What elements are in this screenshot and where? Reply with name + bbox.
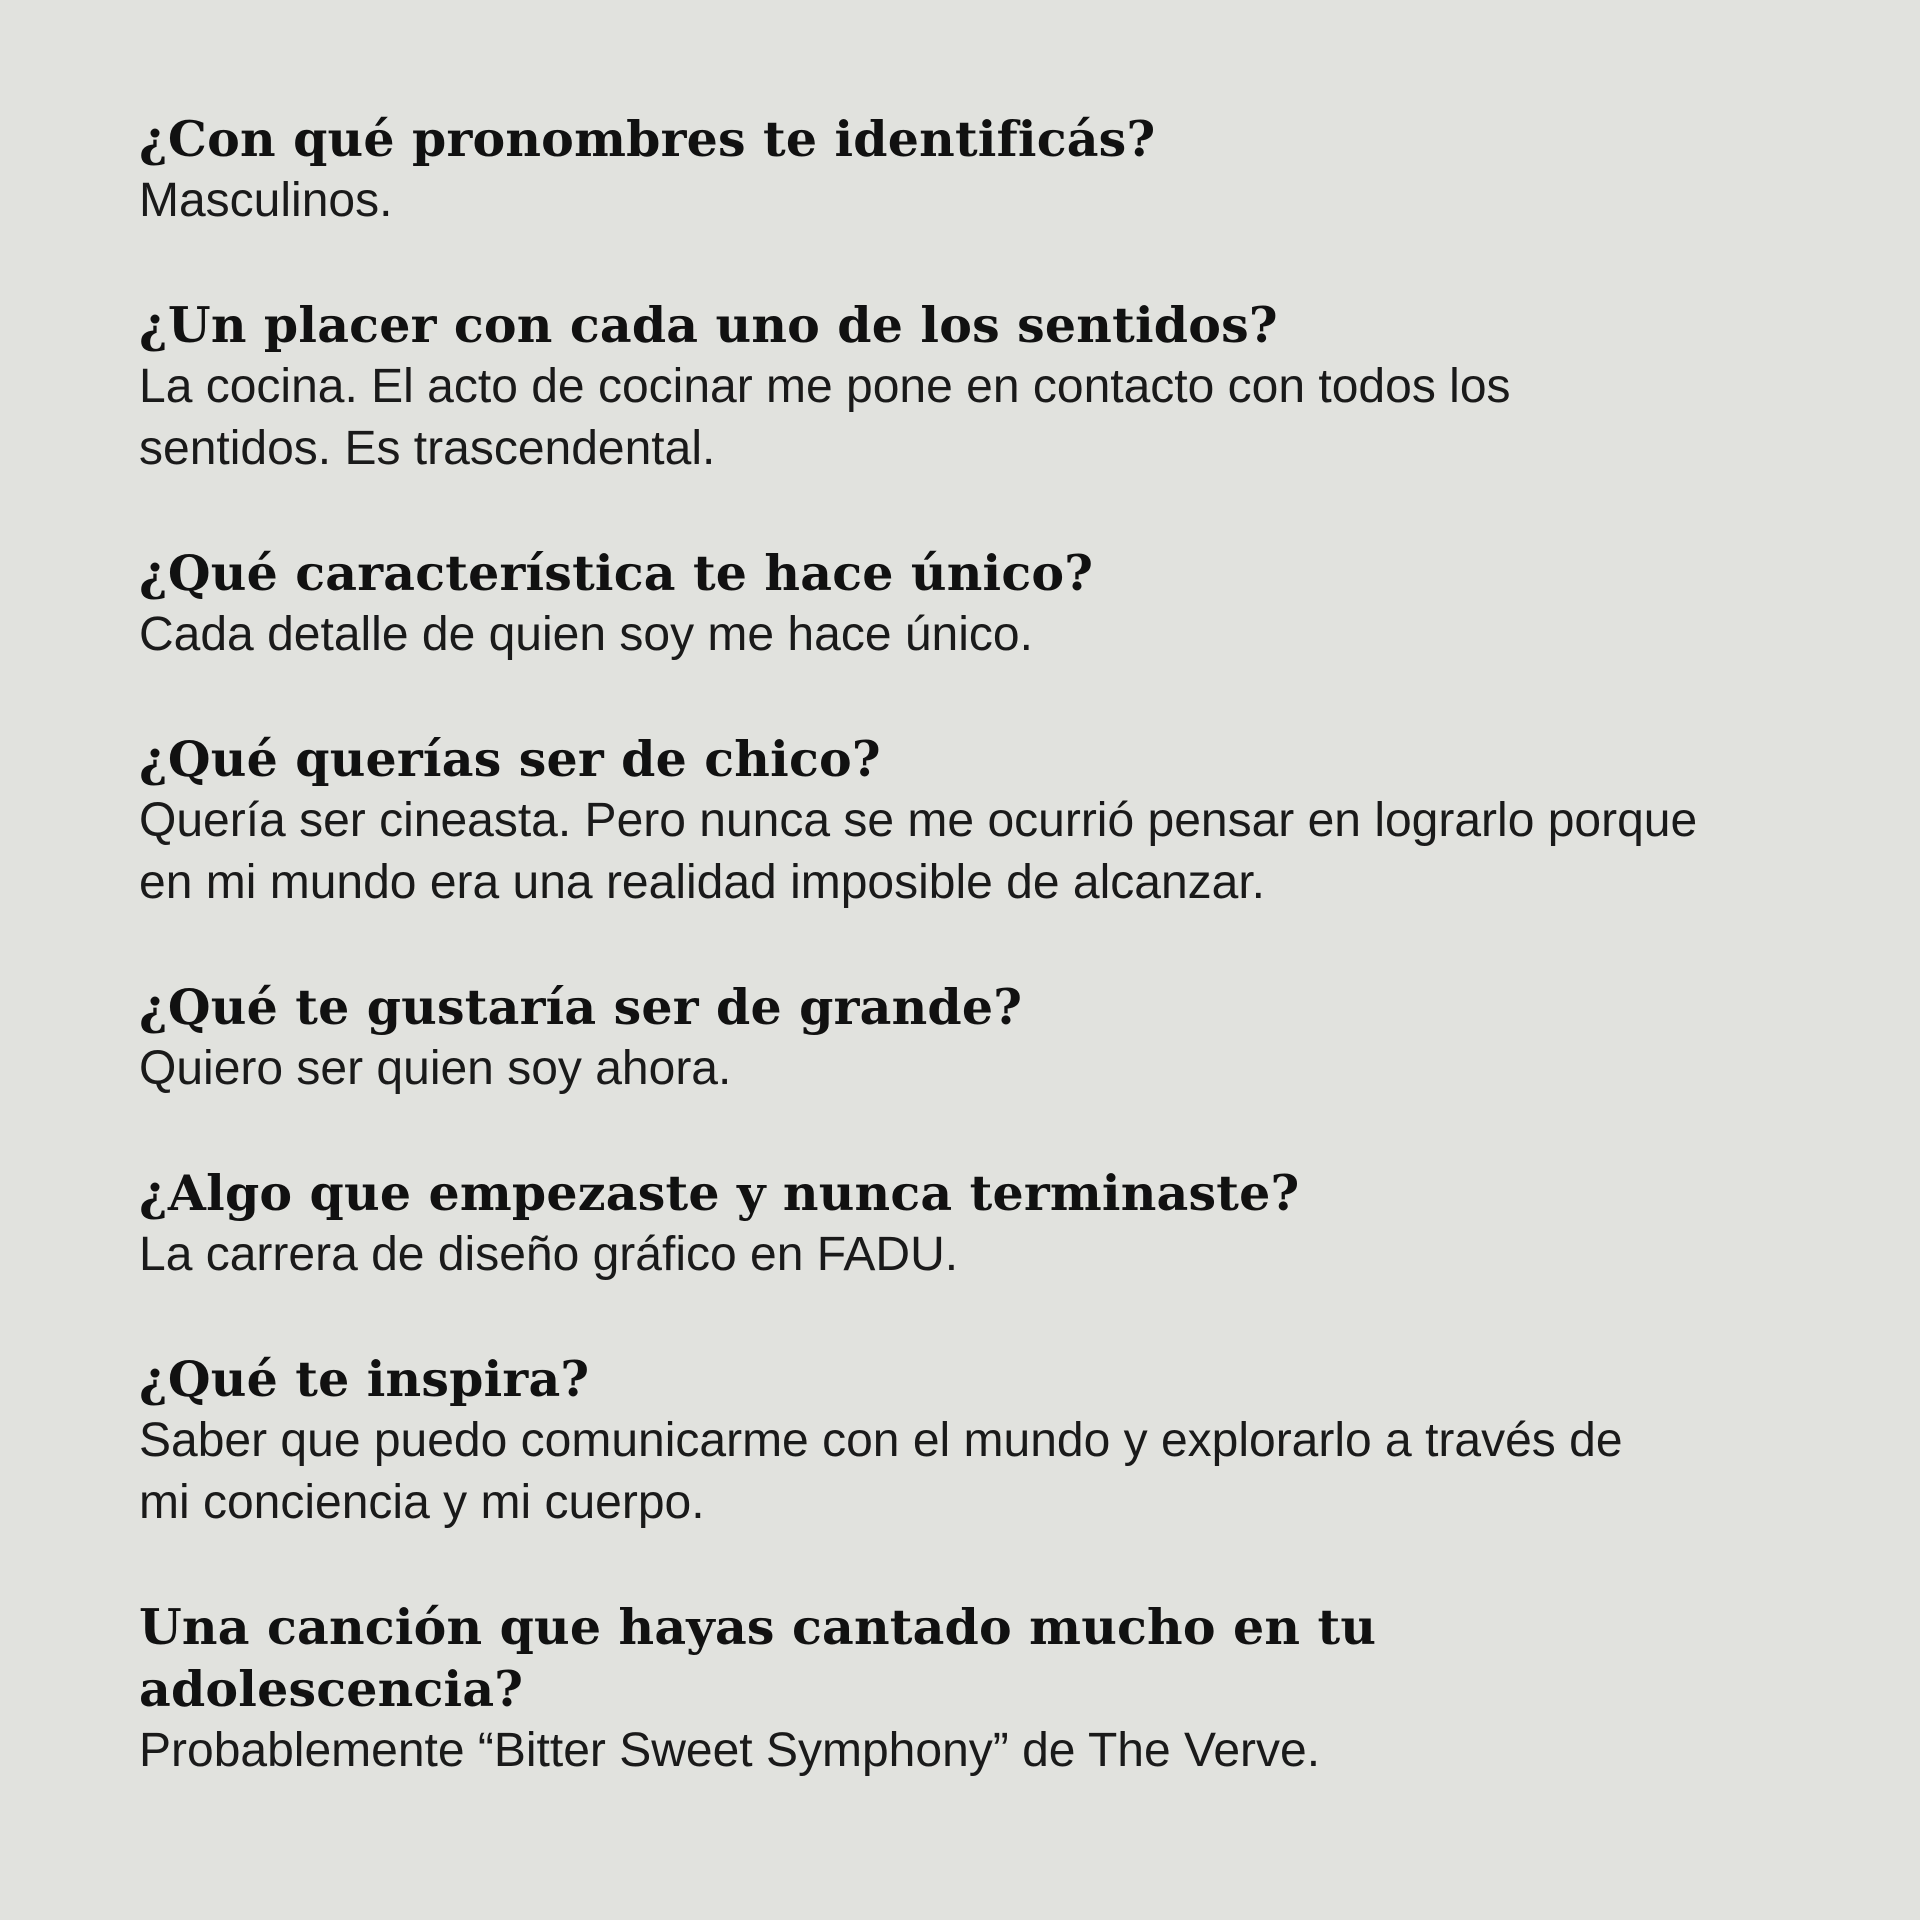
qa-item-unfinished (139, 1162, 1800, 1286)
question: ¿Qué querías ser de chico? (139, 730, 881, 788)
qa-item-song (139, 1596, 1800, 1782)
question: ¿Qué te gustaría ser de grande? (139, 978, 1023, 1036)
question: ¿Algo que empezaste y nunca terminaste? (139, 1164, 1300, 1222)
qa-item-inspiration (139, 1348, 1800, 1534)
answer: La carrera de diseño gráfico en FADU. (139, 1228, 959, 1281)
question: Una canción que hayas cantado mucho en tu adolescencia? (139, 1598, 1377, 1718)
question: ¿Qué característica te hace único? (139, 544, 1094, 602)
answer: Quiero ser quien soy ahora. (139, 1042, 732, 1095)
answer: Cada detalle de quien soy me hace único. (139, 608, 1033, 661)
answer: La cocina. El acto de cocinar me pone en contacto con todos los sentidos. Es trascendental. (139, 360, 1511, 475)
question: ¿Con qué pronombres te identificás? (139, 110, 1156, 168)
qa-item-childhood (139, 728, 1800, 914)
qa-item-senses (139, 294, 1800, 480)
qa-item-future (139, 976, 1800, 1100)
qa-list (139, 108, 1800, 1844)
answer: Masculinos. (139, 174, 393, 227)
answer: Quería ser cineasta. Pero nunca se me ocurrió pensar en lograrlo porque en mi mundo era una realidad imposible de alcanzar. (139, 794, 1698, 909)
question: ¿Un placer con cada uno de los sentidos? (139, 296, 1278, 354)
question: ¿Qué te inspira? (139, 1350, 590, 1408)
qa-item-pronouns (139, 108, 1800, 232)
answer: Probablemente “Bitter Sweet Symphony” de The Verve. (139, 1724, 1321, 1777)
answer: Saber que puedo comunicarme con el mundo y explorarlo a través de mi conciencia y mi cuerpo. (139, 1414, 1623, 1529)
qa-item-unique (139, 542, 1800, 666)
